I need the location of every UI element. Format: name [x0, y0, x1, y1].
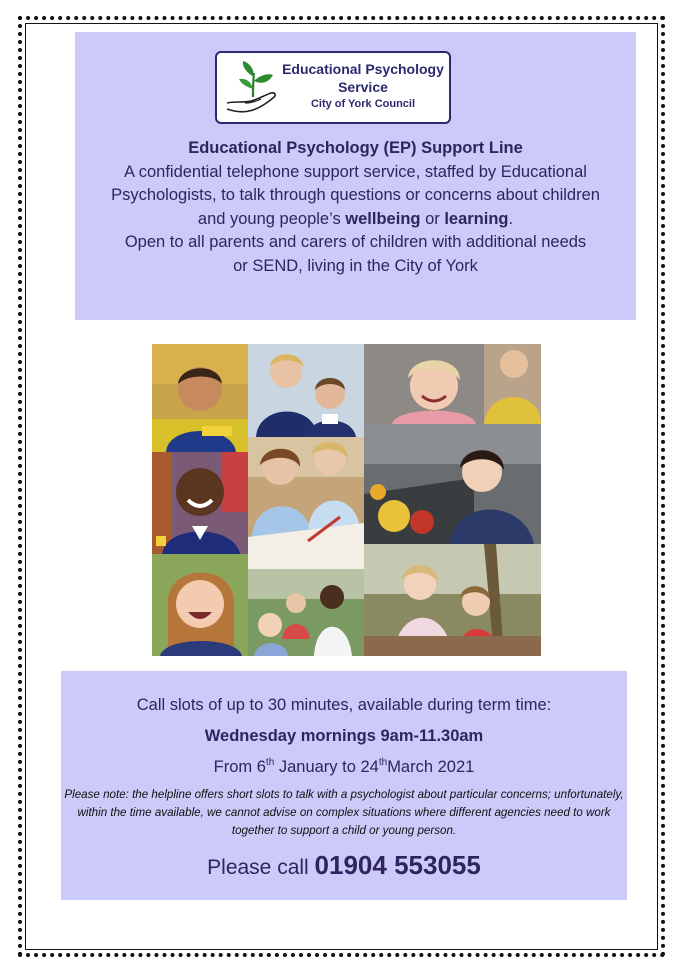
wednesday-hours: Wednesday mornings 9am-11.30am: [204, 727, 484, 745]
wellbeing-emphasis: wellbeing: [345, 209, 421, 228]
service-logo: [215, 51, 451, 124]
please-call-line: [61, 851, 627, 882]
support-line-1: A confidential telephone support service, staffed by Educational: [124, 162, 587, 181]
support-line-3: [80, 208, 631, 232]
support-line-2: Psychologists, to talk through questions or concerns about children: [111, 186, 600, 204]
line3-or: or: [420, 209, 445, 228]
date-to: January to 24: [274, 758, 379, 776]
line3-end: .: [508, 209, 514, 228]
photo-children-writing: [248, 437, 364, 569]
date-from: From 6: [213, 758, 266, 776]
call-slots-text: Call slots of up to 30 minutes, available during term time:: [136, 696, 552, 714]
photo-children-outdoors: [364, 544, 541, 656]
learning-emphasis: learning: [444, 209, 509, 228]
logo-line-2: Service: [338, 79, 388, 95]
support-line-description: [80, 137, 631, 278]
helpline-note: Please note: the helpline offers short slots to talk with a psychologist about particular concerns; unfortunately, within the time available, we cannot advise on complex situations where different agencies need to work together to support a child or young person.: [64, 788, 624, 837]
support-line-4: Open to all parents and carers of children with additional needs: [124, 233, 587, 251]
schedule-section: [61, 694, 627, 882]
plant-in-hand-icon: [225, 59, 281, 119]
support-line-title: Educational Psychology (EP) Support Line: [188, 139, 523, 157]
photo-boy-playing: [152, 344, 248, 452]
photo-collage: [152, 344, 541, 656]
photo-boy-smiling: [152, 452, 248, 554]
support-line-5: or SEND, living in the City of York: [233, 256, 478, 275]
date-suffix-1: th: [265, 757, 275, 768]
date-range: [61, 756, 627, 778]
photo-girl-smiling-with-adult: [364, 344, 541, 424]
photo-child-playing-with-balls: [364, 424, 541, 544]
date-end: March 2021: [387, 758, 475, 776]
logo-line-3: City of York Council: [310, 98, 416, 110]
phone-number[interactable]: 01904 553055: [314, 850, 481, 880]
please-call-text: Please call: [207, 856, 315, 879]
date-suffix-2: th: [378, 757, 388, 768]
photo-group-of-children: [248, 569, 364, 656]
line3-text: and young people’s: [197, 209, 346, 228]
photo-girl-laughing: [152, 554, 248, 656]
photo-schoolchildren-uniform: [248, 344, 364, 437]
logo-line-1: Educational Psychology: [282, 61, 444, 77]
